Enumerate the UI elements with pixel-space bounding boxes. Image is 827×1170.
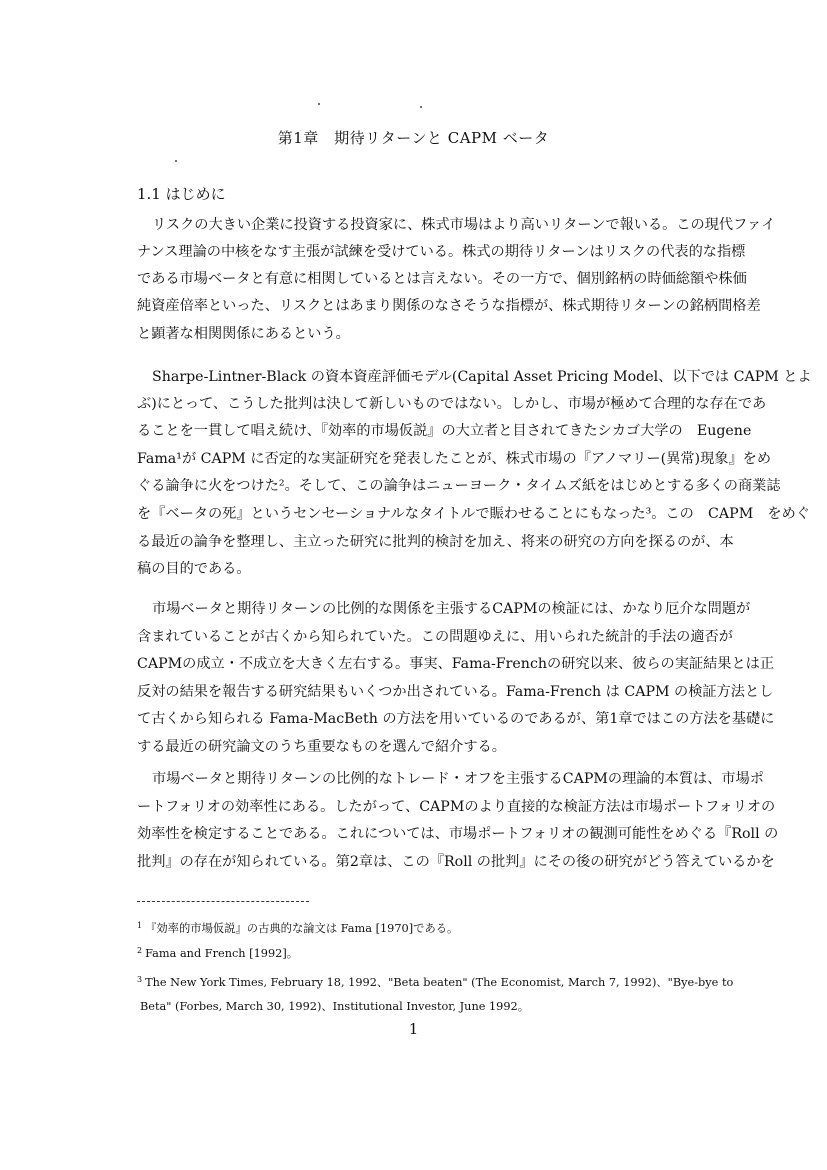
body-line: 含まれていることが古くから知られていた。この問題ゆえに、用いられた統計的手法の適否が	[137, 629, 733, 645]
footnote-mark: 3	[137, 975, 143, 984]
section-heading: 1.1 はじめに	[137, 185, 226, 203]
body-line: リスクの大きい企業に投資する投資家に、株式市場はより高いリターンで報いる。この現代ファイ	[152, 217, 776, 233]
footnote-text: Beta" (Forbes, March 30, 1992)、Institutional Investor, June 1992。	[140, 1000, 530, 1013]
body-line: 反対の結果を報告する研究結果もいくつか出されている。Fama-French は CAPM の検証方法とし	[137, 684, 774, 700]
footnote-mark: 1	[137, 921, 143, 930]
body-line: ナンス理論の中核をなす主張が試練を受けている。株式の期待リターンはリスクの代表的な指標	[137, 244, 746, 260]
scan-speck	[420, 106, 422, 108]
body-line: ることを一貫して唱え続け、『効率的市場仮説』の大立者と目されてきたシカゴ大学の Eugene	[137, 423, 752, 439]
body-line: ぐる論争に火をつけた²。そして、この論争はニューヨーク・タイムズ紙をはじめとする多くの商業誌	[137, 478, 781, 494]
footnote	[137, 942, 737, 959]
body-line: CAPMの成立・不成立を大きく左右する。事実、Fama-Frenchの研究以来、彼らの実証結果とは正	[137, 656, 775, 672]
body-line: る最近の論争を整理し、主立った研究に批判的検討を加え、将来の研究の方向を探るのが、本	[137, 534, 734, 550]
body-line: 効率性を検定することである。これについては、市場ポートフォリオの観測可能性をめぐる『Roll の	[137, 826, 779, 842]
footnote-mark: 2	[137, 946, 143, 955]
scan-speck	[318, 103, 320, 105]
body-line: ぶ)にとって、こうした批判は決して新しいものではない。しかし、市場が極めて合理的な存在であ	[137, 396, 767, 412]
body-line: 批判』の存在が知られている。第2章は、この『Roll の批判』にその後の研究がどう答えているかを	[137, 854, 775, 870]
footnote	[137, 917, 737, 934]
footnote-text: Fama and French [1992]。	[145, 947, 299, 960]
body-line: と顕著な相関関係にあるという。	[137, 326, 350, 342]
body-line: する最近の研究論文のうち重要なものを選んで紹介する。	[137, 739, 506, 755]
body-line: ートフォリオの効率性にある。したがって、CAPMのより直接的な検証方法は市場ポートフォリオの	[137, 799, 776, 815]
body-line: である市場ベータと有意に相関しているとは言えない。その一方で、個別銘柄の時価総額や株価	[137, 271, 747, 287]
body-line: て古くから知られる Fama-MacBeth の方法を用いているのであるが、第1章ではこの方法を基礎に	[137, 711, 775, 727]
footnote-separator	[137, 901, 309, 902]
body-line: Fama¹が CAPM に否定的な実証研究を発表したことが、株式市場の『アノマリー(異常)現象』をめ	[137, 451, 772, 467]
chapter-title: 第1章 期待リターンと CAPM ベータ	[277, 129, 550, 147]
body-line: Sharpe-Lintner-Black の資本資産評価モデル(Capital Asset Pricing Model、以下では CAPM とよ	[152, 369, 812, 385]
body-line: 稿の目的である。	[137, 561, 251, 577]
body-line: 純資産倍率といった、リスクとはあまり関係のなさそうな指標が、株式期待リターンの銘柄間格差	[137, 298, 761, 314]
footnote	[137, 971, 737, 988]
page-number: 1	[408, 1020, 419, 1038]
footnote-text: 『効率的市場仮説』の古典的な論文は Fama [1970]である。	[145, 922, 459, 935]
body-line: 市場ベータと期待リターンの比例的な関係を主張するCAPMの検証には、かなり厄介な問題が	[152, 601, 751, 617]
body-line: 市場ベータと期待リターンの比例的なトレード・オフを主張するCAPMの理論的本質は、市場ポ	[152, 771, 764, 787]
scan-speck	[175, 160, 177, 162]
footnote	[137, 995, 737, 1012]
body-line: を『ベータの死』というセンセーショナルなタイトルで賑わせることにもなった³。この CAPM をめぐ	[137, 506, 810, 522]
footnote-text: The New York Times, February 18, 1992、"Beta beaten" (The Economist, March 7, 1992)、"Bye-bye to	[145, 976, 734, 989]
